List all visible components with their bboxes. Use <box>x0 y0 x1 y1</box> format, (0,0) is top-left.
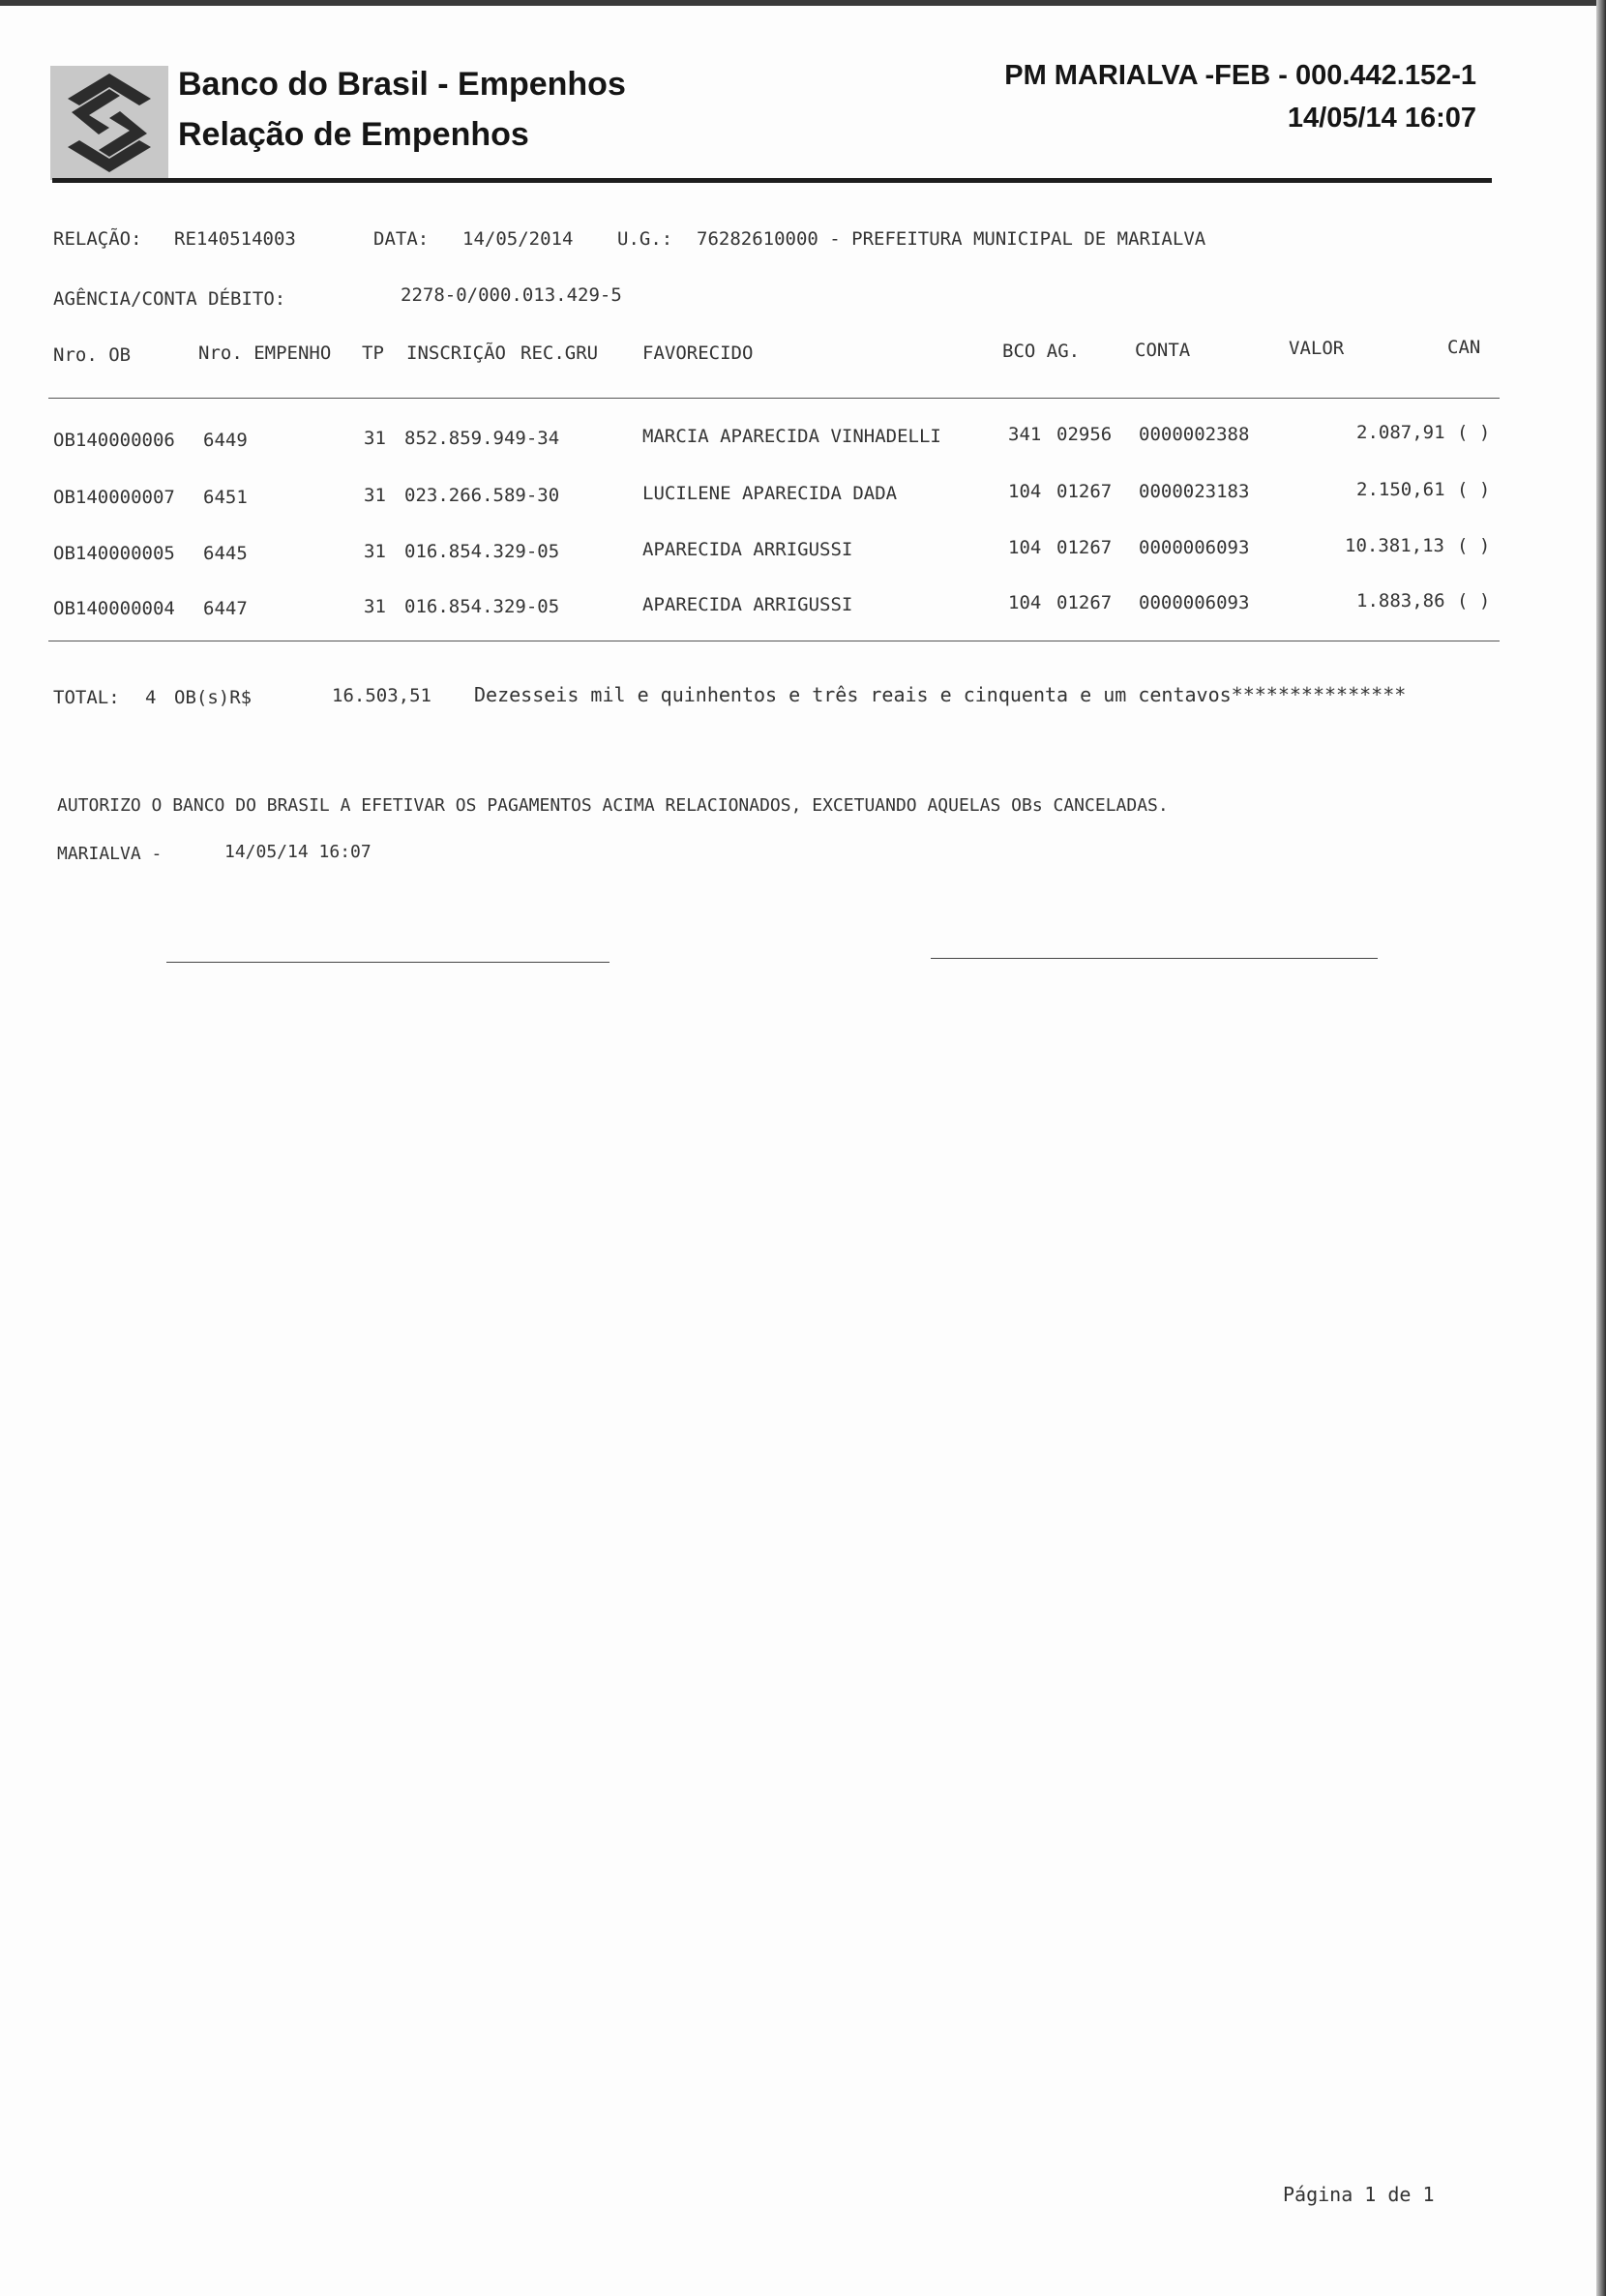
page-number: Página 1 de 1 <box>1283 2183 1435 2206</box>
row-empenho: 6445 <box>203 543 248 564</box>
col-tp: TP <box>362 343 384 364</box>
signature-line-left <box>166 962 610 963</box>
row-conta: 0000006093 <box>1139 537 1250 558</box>
signature-line-right <box>931 958 1378 959</box>
row-can: ( ) <box>1457 535 1491 556</box>
col-favorecido: FAVORECIDO <box>642 343 754 364</box>
row-valor: 2.150,61 <box>1356 479 1445 500</box>
document-page <box>0 6 1596 2296</box>
col-can: CAN <box>1447 337 1481 358</box>
data-value: 14/05/2014 <box>462 228 574 250</box>
total-label: TOTAL: <box>53 687 120 708</box>
row-favorecido: APARECIDA ARRIGUSSI <box>642 539 853 560</box>
row-bco: 104 <box>1008 537 1042 558</box>
row-bco: 104 <box>1008 592 1042 613</box>
row-favorecido: APARECIDA ARRIGUSSI <box>642 594 853 615</box>
scan-edge <box>1596 0 1606 2296</box>
row-conta: 0000002388 <box>1139 424 1250 445</box>
col-inscricao: INSCRIÇÃO <box>406 343 506 364</box>
col-nro-empenho: Nro. EMPENHO <box>198 343 332 364</box>
col-nro-ob: Nro. OB <box>53 344 132 366</box>
row-ag: 01267 <box>1056 481 1113 502</box>
agencia-value: 2278-0/000.013.429-5 <box>401 284 622 306</box>
total-count-suffix: OB(s)R$ <box>174 687 253 708</box>
row-valor: 1.883,86 <box>1356 590 1445 611</box>
row-conta: 0000023183 <box>1139 481 1250 502</box>
row-ag: 01267 <box>1056 537 1113 558</box>
row-tp: 31 <box>364 485 386 506</box>
row-tp: 31 <box>364 541 386 562</box>
col-bco-ag: BCO AG. <box>1002 341 1081 362</box>
relacao-value: RE140514003 <box>174 228 296 250</box>
row-inscricao: 016.854.329-05 <box>404 596 560 617</box>
table-top-rule <box>48 398 1500 399</box>
row-ag: 01267 <box>1056 592 1113 613</box>
header-entity: PM MARIALVA -FEB - 000.442.152-1 <box>1004 60 1476 91</box>
col-rec-gru: REC.GRU <box>520 343 599 364</box>
row-inscricao: 016.854.329-05 <box>404 541 560 562</box>
row-empenho: 6449 <box>203 430 248 451</box>
total-amount: 16.503,51 <box>332 685 431 706</box>
header-datetime: 14/05/14 16:07 <box>1287 103 1476 134</box>
data-label: DATA: <box>373 228 430 250</box>
header-divider <box>52 178 1492 183</box>
relacao-label: RELAÇÃO: <box>53 228 142 250</box>
row-inscricao: 852.859.949-34 <box>404 428 560 449</box>
total-count: 4 <box>145 687 157 708</box>
row-ob: OB140000004 <box>53 598 175 619</box>
place-label: MARIALVA - <box>57 844 163 864</box>
row-favorecido: LUCILENE APARECIDA DADA <box>642 483 898 504</box>
row-tp: 31 <box>364 596 386 617</box>
place-datetime: 14/05/14 16:07 <box>224 842 372 862</box>
row-ob: OB140000006 <box>53 430 175 451</box>
row-empenho: 6447 <box>203 598 248 619</box>
row-conta: 0000006093 <box>1139 592 1250 613</box>
row-bco: 104 <box>1008 481 1042 502</box>
row-can: ( ) <box>1457 479 1491 500</box>
ug-value: 76282610000 - PREFEITURA MUNICIPAL DE MARIALVA <box>697 228 1206 250</box>
col-conta: CONTA <box>1135 340 1191 361</box>
row-tp: 31 <box>364 428 386 449</box>
header-subtitle: Relação de Empenhos <box>178 116 529 153</box>
row-ob: OB140000005 <box>53 543 175 564</box>
row-empenho: 6451 <box>203 487 248 508</box>
ug-label: U.G.: <box>617 228 673 250</box>
row-favorecido: MARCIA APARECIDA VINHADELLI <box>642 426 941 447</box>
row-valor: 10.381,13 <box>1345 535 1444 556</box>
row-bco: 341 <box>1008 424 1042 445</box>
row-inscricao: 023.266.589-30 <box>404 485 560 506</box>
row-ag: 02956 <box>1056 424 1113 445</box>
col-valor: VALOR <box>1289 338 1345 359</box>
row-can: ( ) <box>1457 422 1491 443</box>
total-extenso: Dezesseis mil e quinhentos e três reais e cinquenta e um centavos*************** <box>474 683 1407 706</box>
row-valor: 2.087,91 <box>1356 422 1445 443</box>
agencia-label: AGÊNCIA/CONTA DÉBITO: <box>53 288 286 310</box>
banco-do-brasil-logo-icon <box>50 66 168 180</box>
row-can: ( ) <box>1457 590 1491 611</box>
authorization-text: AUTORIZO O BANCO DO BRASIL A EFETIVAR OS PAGAMENTOS ACIMA RELACIONADOS, EXCETUANDO AQUELAS OBs CANCELADAS. <box>57 795 1169 816</box>
header-title: Banco do Brasil - Empenhos <box>178 66 626 103</box>
row-ob: OB140000007 <box>53 487 175 508</box>
